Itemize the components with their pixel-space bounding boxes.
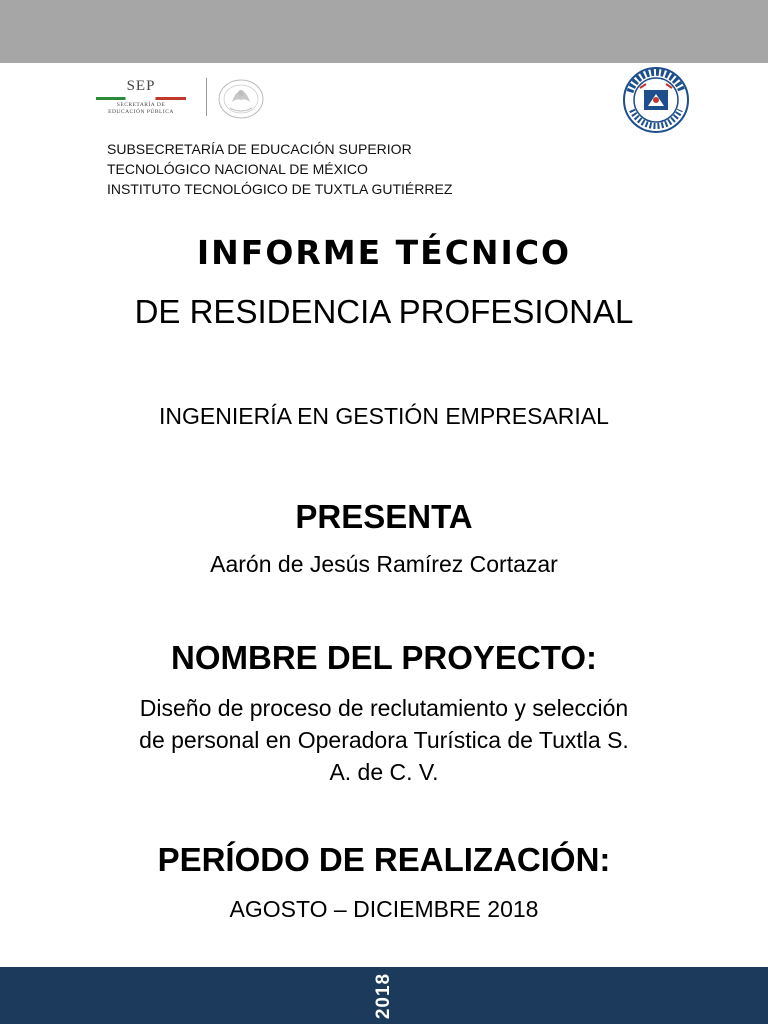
institution-header (107, 139, 452, 199)
header-line-tecnm: TECNOLÓGICO NACIONAL DE MÉXICO (107, 161, 368, 177)
year-label: 2018 (373, 972, 394, 1020)
sep-subtitle-1: SECRETARÍA DE (116, 102, 166, 108)
period-value: AGOSTO – DICIEMBRE 2018 (229, 896, 539, 922)
project-heading: NOMBRE DEL PROYECTO: (171, 639, 597, 676)
project-name (110, 692, 658, 788)
sep-tricolor-line (96, 97, 186, 100)
report-subtitle: DE RESIDENCIA PROFESIONAL (134, 293, 634, 330)
career-name: INGENIERÍA EN GESTIÓN EMPRESARIAL (159, 403, 609, 429)
tecnologico-logo-icon (622, 66, 690, 134)
sep-wordmark (80, 78, 202, 116)
project-name-line-3: A. de C. V. (329, 759, 439, 785)
header-line-instituto: INSTITUTO TECNOLÓGICO DE TUXTLA GUTIÉRREZ (107, 181, 453, 197)
report-title: INFORME TÉCNICO (196, 233, 572, 272)
presenter-heading: PRESENTA (295, 498, 473, 535)
top-bar (0, 0, 768, 63)
header-line-subsecretaria: SUBSECRETARÍA DE EDUCACIÓN SUPERIOR (107, 141, 412, 157)
logo-divider (206, 78, 207, 116)
sep-logo (80, 66, 276, 130)
project-name-line-2: de personal en Operadora Turística de Tuxtla S. (139, 727, 629, 753)
presenter-name: Aarón de Jesús Ramírez Cortazar (210, 551, 558, 577)
sep-subtitle-2: EDUCACIÓN PÚBLICA (108, 109, 174, 115)
sep-title: SEP (126, 78, 156, 94)
project-name-line-1: Diseño de proceso de reclutamiento y selección (139, 695, 629, 721)
period-heading: PERÍODO DE REALIZACIÓN: (157, 841, 611, 878)
mexico-seal-icon (216, 78, 266, 120)
